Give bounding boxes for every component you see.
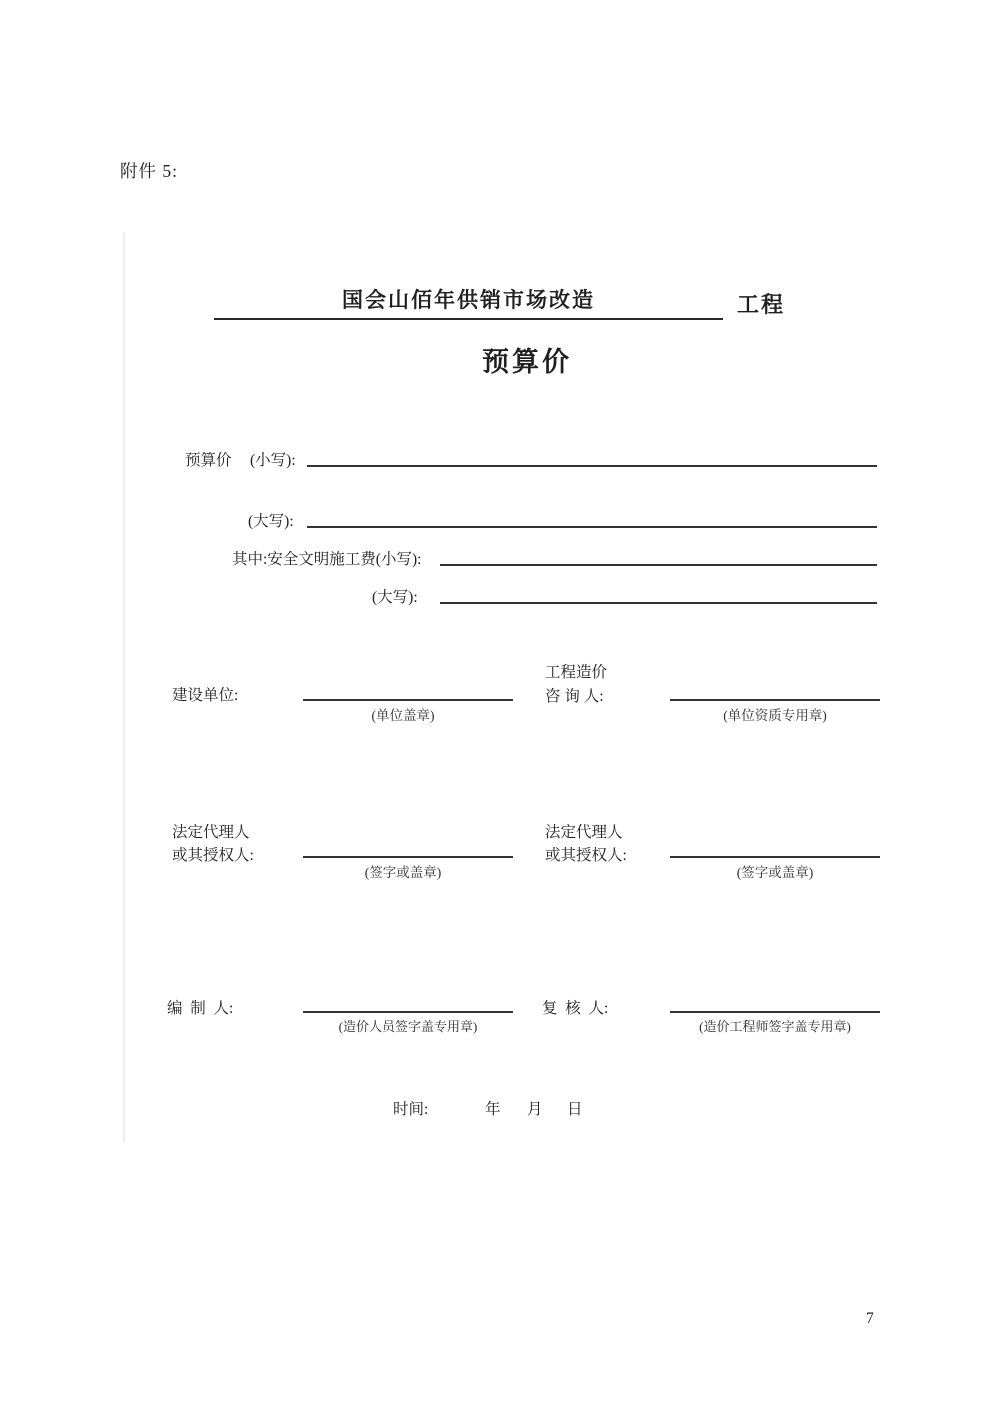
cost-consultant-label-line2: 咨 询 人: <box>545 688 604 705</box>
construction-unit-blank <box>303 684 513 701</box>
legal-agent-left-blank <box>303 841 513 858</box>
budget-price-lowercase-blank <box>307 448 877 467</box>
legal-agent-right-label-line2: 或其授权人: <box>545 847 627 864</box>
legal-agent-left-sign-note: (签字或盖章) <box>364 865 442 880</box>
document-heading: 预算价 <box>482 347 572 377</box>
safety-fee-uppercase-label: (大写): <box>372 589 418 606</box>
date-year-label: 年 <box>485 1101 501 1118</box>
budget-price-uppercase-blank <box>307 509 877 528</box>
reviewer-label: 复 核 人: <box>542 1000 609 1017</box>
page-number: 7 <box>866 1310 874 1327</box>
legal-agent-left-label-line1: 法定代理人 <box>172 824 250 841</box>
safety-fee-uppercase-blank <box>440 585 877 604</box>
reviewer-seal-note: (造价工程师签字盖专用章) <box>699 1019 851 1034</box>
safety-fee-lowercase-blank <box>440 547 877 566</box>
cost-consultant-label-line1: 工程造价 <box>545 664 608 681</box>
budget-price-uppercase-label: (大写): <box>248 513 294 530</box>
legal-agent-right-blank <box>670 841 880 858</box>
project-suffix: 工程 <box>737 292 786 317</box>
project-name-field <box>214 284 723 320</box>
legal-agent-right-sign-note: (签字或盖章) <box>736 865 814 880</box>
preparer-label: 编 制 人: <box>167 1000 234 1017</box>
budget-price-label: 预算价 <box>185 452 232 469</box>
date-month-label: 月 <box>527 1101 543 1118</box>
scan-edge-line <box>123 232 125 1142</box>
cost-consultant-blank <box>670 684 880 701</box>
attachment-label: 附件 5: <box>120 161 178 181</box>
cost-consultant-seal-note: (单位资质专用章) <box>723 708 827 723</box>
legal-agent-right-label-line1: 法定代理人 <box>545 824 623 841</box>
preparer-seal-note: (造价人员签字盖专用章) <box>338 1019 478 1034</box>
date-day-label: 日 <box>567 1101 583 1118</box>
legal-agent-left-label-line2: 或其授权人: <box>172 847 254 864</box>
safety-fee-lowercase-label: 其中:安全文明施工费(小写): <box>232 551 422 568</box>
construction-unit-seal-note: (单位盖章) <box>371 708 435 723</box>
project-name: 国会山佰年供销市场改造 <box>342 288 595 312</box>
construction-unit-label: 建设单位: <box>172 687 239 704</box>
budget-price-lowercase-label: (小写): <box>250 452 296 469</box>
date-label: 时间: <box>393 1101 429 1118</box>
reviewer-blank <box>670 996 880 1013</box>
preparer-blank <box>303 996 513 1013</box>
